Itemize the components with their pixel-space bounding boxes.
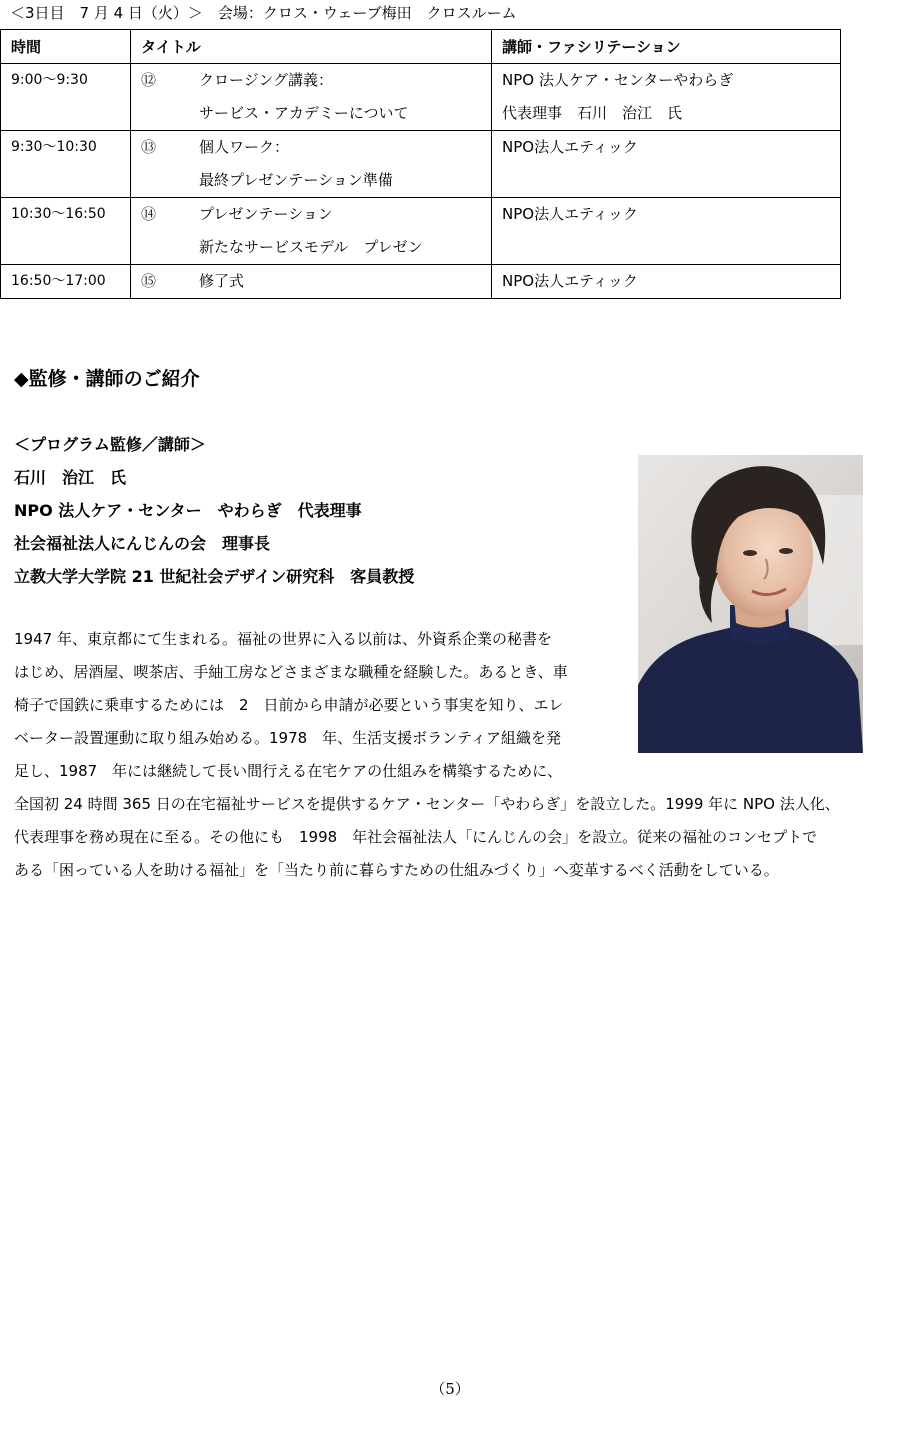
lecturer-name: 石川 治江 氏 [14,468,127,487]
title-cell [131,131,492,198]
lecturer-role: ＜プログラム監修／講師＞ [14,435,206,454]
bio-line: ベーター設置運動に取り組み始める。1978 年、生活支援ボランティア組織を発 [14,729,561,747]
bio-line: 全国初 24 時間 365 日の在宅福祉サービスを提供するケア・センター「やわらぎ」を設立した。1999 年に NPO 法人化、 [14,795,840,813]
title-cell [131,198,492,265]
bio-line: 椅子で国鉄に乗車するためには 2 日前から申請が必要という事実を知り、エレ [14,696,564,714]
session-number: ⑫ [141,71,157,89]
schedule-header-row [1,30,841,64]
header-title: タイトル [131,30,492,64]
time-text: 10:30～16:50 [11,206,106,222]
time-cell [1,265,131,299]
header-lecturer: 講師・ファシリテーション [492,30,841,64]
table-row [1,131,841,198]
lecturer-line-1: NPO法人エティック [502,272,638,290]
time-text: 16:50～17:00 [11,273,106,289]
session-number: ⑮ [141,272,157,290]
time-text: 9:30～10:30 [11,139,97,155]
day-heading: ＜3日目 7 月 4 日（火）＞ 会場：クロス・ウェーブ梅田 クロスルーム [10,4,517,22]
title-line-1: プレゼンテーション [199,205,333,223]
schedule-table [0,29,841,299]
header-time: 時間 [1,30,131,64]
lecturer-line-1: NPO法人エティック [502,205,638,223]
title-line-1: 個人ワーク： [199,138,290,156]
lecturer-line-1: NPO 法人ケア・センターやわらぎ [502,71,734,89]
bio-line: はじめ、居酒屋、喫茶店、手紬工房などさまざまな職種を経験した。あるとき、車 [14,663,568,681]
lecturer-cell [492,265,841,299]
section-title: ◆監修・講師のご紹介 [14,368,200,390]
table-row [1,198,841,265]
lecturer-affiliation-3: 立教大学大学院 21 世紀社会デザイン研究科 客員教授 [14,567,415,586]
lecturer-cell [492,131,841,198]
lecturer-line-2: 代表理事 石川 治江 氏 [502,104,683,122]
lecturer-bio [14,623,840,887]
bio-line: 足し、1987 年には継続して長い間行える在宅ケアの仕組みを構築するために、 [14,762,563,780]
title-line-1: 修了式 [199,272,245,290]
title-cell [131,64,492,131]
lecturer-cell [492,64,841,131]
lecturer-info [14,428,414,593]
table-row [1,64,841,131]
time-cell [1,198,131,265]
title-line-2: 新たなサービスモデル プレゼン [199,238,423,256]
title-line-1: クロージング講義： [199,71,334,89]
page-number: （5） [430,1380,470,1398]
time-cell [1,131,131,198]
title-cell [131,265,492,299]
bio-line: ある「困っている人を助ける福祉」を「当たり前に暮らすための仕組みづくり」へ変革するべく活動をしている。 [14,861,779,879]
time-cell [1,64,131,131]
lecturer-affiliation-1: NPO 法人ケア・センター やわらぎ 代表理事 [14,501,362,520]
lecturer-cell [492,198,841,265]
title-line-2: サービス・アカデミーについて [199,104,409,122]
lecturer-line-1: NPO法人エティック [502,138,638,156]
bio-line: 1947 年、東京都にて生まれる。福祉の世界に入る以前は、外資系企業の秘書を [14,630,552,648]
bio-line: 代表理事を務め現在に至る。その他にも 1998 年社会福祉法人「にんじんの会」を設立。従来の福祉のコンセプトで [14,828,818,846]
title-line-2: 最終プレゼンテーション準備 [199,171,393,189]
session-number: ⑬ [141,138,157,156]
lecturer-affiliation-2: 社会福祉法人にんじんの会 理事長 [14,534,271,553]
time-text: 9:00～9:30 [11,72,88,88]
session-number: ⑭ [141,205,157,223]
table-row [1,265,841,299]
